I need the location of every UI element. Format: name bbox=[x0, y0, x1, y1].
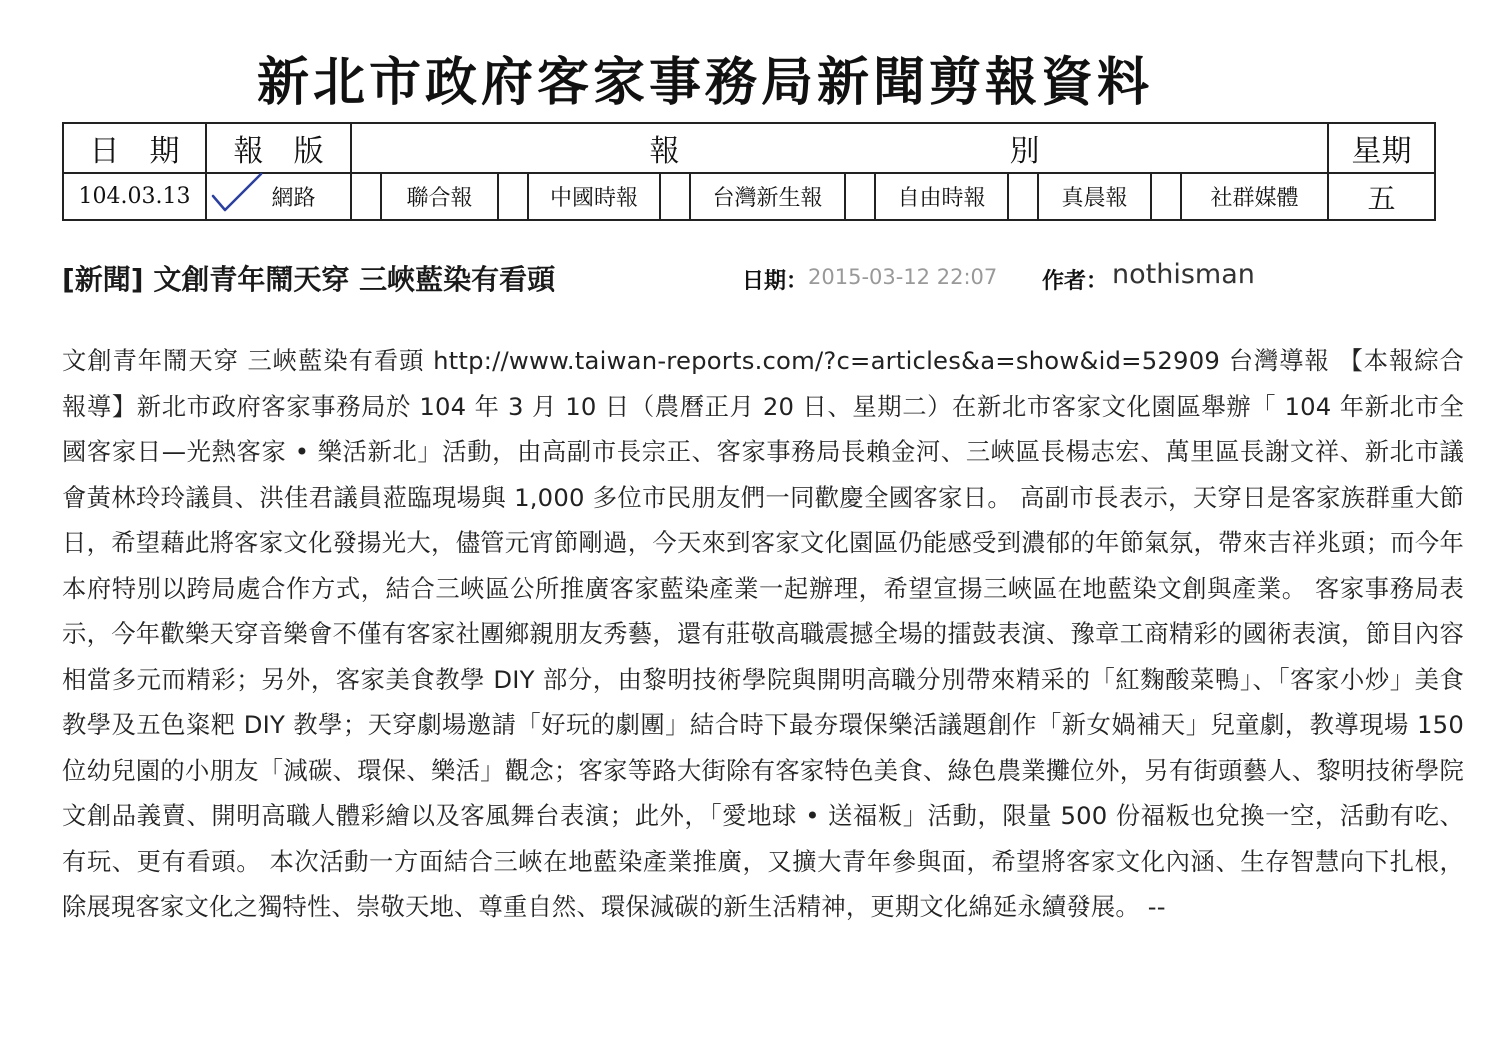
article-date-label: 日期： bbox=[742, 269, 809, 294]
paper-united-daily: 聯合報 bbox=[381, 173, 498, 220]
paper-social-media: 社群媒體 bbox=[1181, 173, 1328, 220]
article-author: nothisman bbox=[1112, 259, 1255, 290]
paper-liberty-times: 自由時報 bbox=[875, 173, 1008, 220]
edition-value: 網路 bbox=[271, 186, 316, 211]
date-header: 日 期 bbox=[63, 123, 206, 173]
newspaper-header-char-1: 報 bbox=[649, 134, 680, 169]
paper-china-times: 中國時報 bbox=[528, 173, 660, 220]
article-header bbox=[62, 258, 1462, 298]
newspaper-header-char-2: 別 bbox=[1009, 134, 1040, 169]
article-date: 2015-03-12 22:07 bbox=[808, 265, 998, 289]
page-title: 新北市政府客家事務局新聞剪報資料 bbox=[256, 53, 1153, 113]
edition-value-cell bbox=[206, 173, 351, 220]
paper-chen-bao: 真晨報 bbox=[1038, 173, 1151, 220]
date-value: 104.03.13 bbox=[63, 173, 206, 220]
weekday-header: 星期 bbox=[1328, 123, 1435, 173]
edition-header: 報 版 bbox=[206, 123, 351, 173]
newspaper-header bbox=[351, 123, 1328, 173]
article-title: [新聞] 文創青年鬧天穿 三峽藍染有看頭 bbox=[62, 263, 556, 296]
article-body: 文創青年鬧天穿 三峽藍染有看頭 http://www.taiwan-reports.com/?c=articles&a=show&id=52909 台灣導報 【本報綜合報導】新北市政府客家事務局於 104 年 3 月 10 日（農曆正月 20 日、星期二）在新北市客家文化園區舉辦「 104 年新北市全國客家日—光熱客家 • 樂活新北」活動，由高副市長宗正、客家事務局長賴金河、三峽區長楊志宏、萬里區長謝文祥、新北市議會黃林玲玲議員、洪佳君議員蒞臨現場與 1,000 多位市民朋友們一同歡慶全國客家日。 高副市長表示，天穿日是客家族群重大節日，希望藉此將客家文化發揚光大，儘管元宵節剛過，今天來到客家文化園區仍能感受到濃郁的年節氣氛，帶來吉祥兆頭；而今年本府特別以跨局處合作方式，結合三峽區公所推廣客家藍染產業一起辦理，希望宣揚三峽區在地藍染文創與產業。 客家事務局表示，今年歡樂天穿音樂會不僅有客家社團鄉親朋友秀藝，還有莊敬高職震撼全場的擂鼓表演、豫章工商精彩的國術表演，節目內容相當多元而精彩；另外，客家美食教學 DIY 部分，由黎明技術學院與開明高職分別帶來精采的「紅麴酸菜鴨」、「客家小炒」美食教學及五色粢粑 DIY 教學；天穿劇場邀請「好玩的劇團」結合時下最夯環保樂活議題創作「新女媧補天」兒童劇，教導現場 150 位幼兒園的小朋友「減碳、環保、樂活」觀念；客家等路大街除有客家特色美食、綠色農業攤位外，另有街頭藝人、黎明技術學院文創品義賣、開明高職人體彩繪以及客風舞台表演；此外，「愛地球 • 送福粄」活動，限量 500 份福粄也兌換一空，活動有吃、有玩、更有看頭。 本次活動一方面結合三峽在地藍染產業推廣，又擴大青年參與面，希望將客家文化內涵、生存智慧向下扎根，除展現客家文化之獨特性、崇敬天地、尊重自然、環保減碳的新生活精神，更期文化綿延永續發展。 -- bbox=[62, 346, 1464, 921]
paper-taiwan-shin-sheng: 台灣新生報 bbox=[690, 173, 845, 220]
checkmark-icon bbox=[209, 170, 269, 220]
article-author-label: 作者： bbox=[1042, 269, 1109, 294]
weekday-value: 五 bbox=[1328, 173, 1435, 220]
clipping-info-table bbox=[62, 122, 1436, 221]
